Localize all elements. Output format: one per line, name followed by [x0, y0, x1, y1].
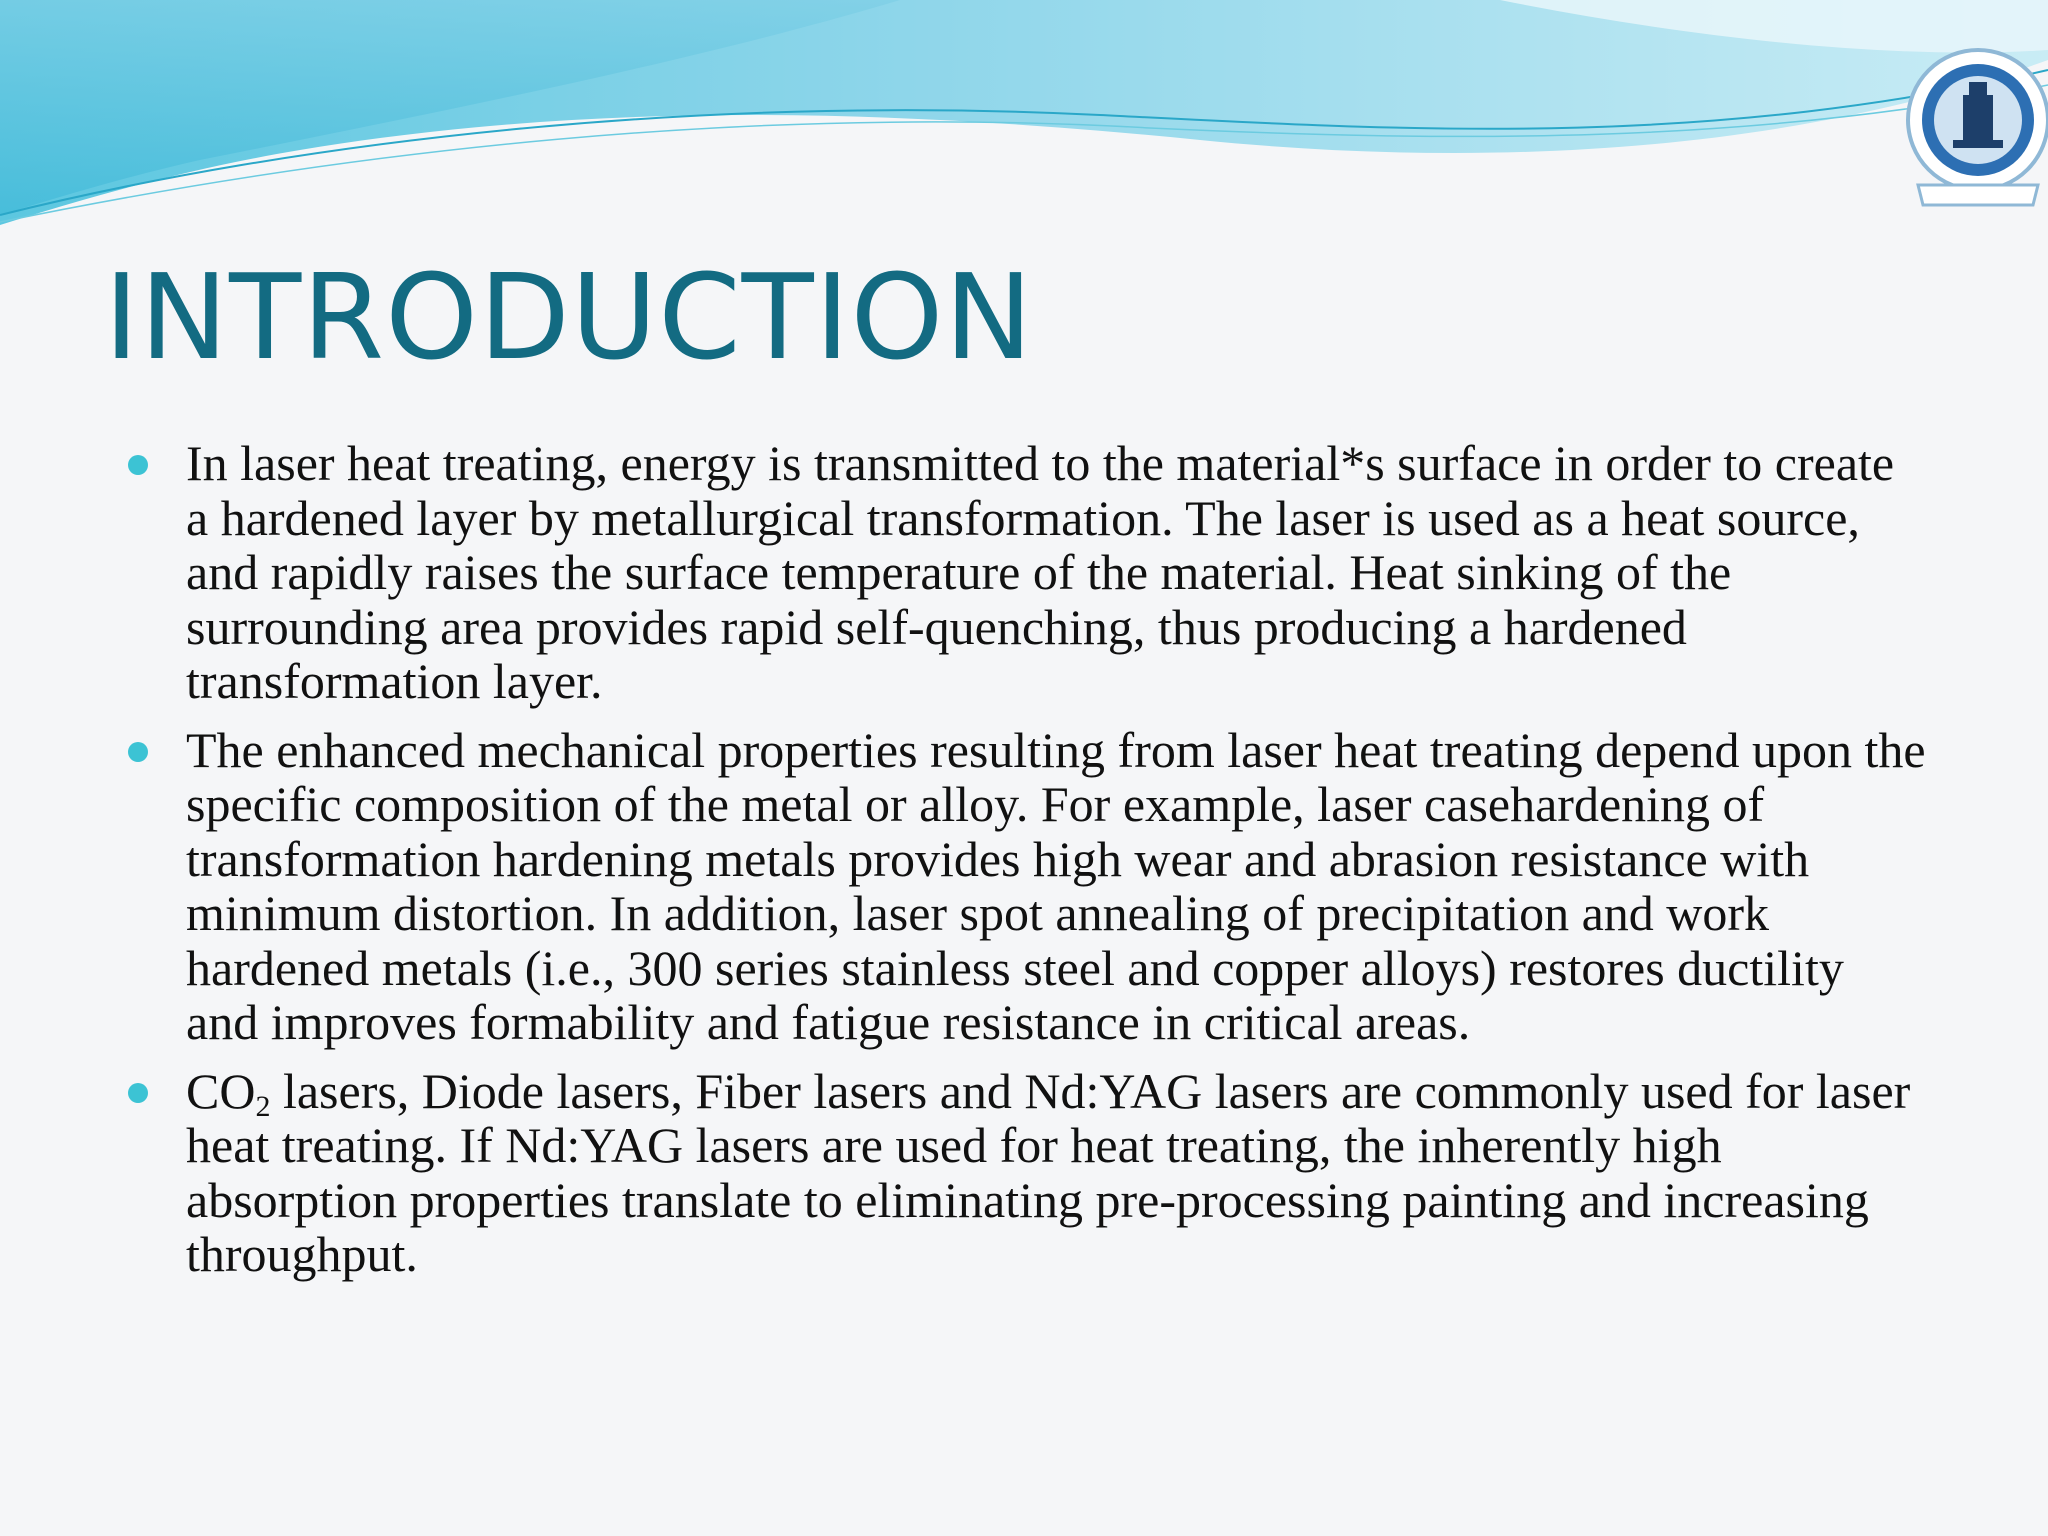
bullet-dot-icon: [128, 742, 148, 762]
bullet-text-body: lasers, Diode lasers, Fiber lasers and Nd:YAG lasers are commonly used for laser heat treating. If Nd:YAG lasers are used for heat treating, the inherently high absorption properties translate to eliminating pre-processing painting and increasing throughput.: [186, 1062, 1911, 1282]
institute-seal-icon: [1878, 0, 2048, 230]
co2-formula-prefix: CO: [186, 1062, 256, 1119]
bullet-dot-icon: [128, 1083, 148, 1103]
bullet-item: [128, 723, 1928, 1050]
bullet-item: [128, 1064, 1928, 1282]
header-wave-decoration: [0, 0, 2048, 260]
bullet-list: [128, 436, 1928, 1296]
bullet-item: [128, 436, 1928, 709]
bullet-text: The enhanced mechanical properties resulting from laser heat treating depend upon the specific composition of the metal or alloy. For example, laser casehardening of transformation hardening metals provides high wear and abrasion resistance with minimum distortion. In addition, laser spot annealing of precipitation and work hardened metals (i.e., 300 series stainless steel and copper alloys) restores ductility and improves formability and fatigue resistance in critical areas.: [186, 721, 1926, 1050]
slide-title: INTRODUCTION: [104, 248, 1034, 386]
co2-formula-subscript: 2: [255, 1089, 271, 1123]
bullet-text: In laser heat treating, energy is transmitted to the material*s surface in order to create a hardened layer by metallurgical transformation. The laser is used as a heat source, and rapidly raises the surface temperature of the material. Heat sinking of the surrounding area provides rapid self-quenching, thus producing a hardened transformation layer.: [186, 435, 1895, 709]
bullet-text: [186, 1064, 1928, 1282]
bullet-dot-icon: [128, 455, 148, 475]
